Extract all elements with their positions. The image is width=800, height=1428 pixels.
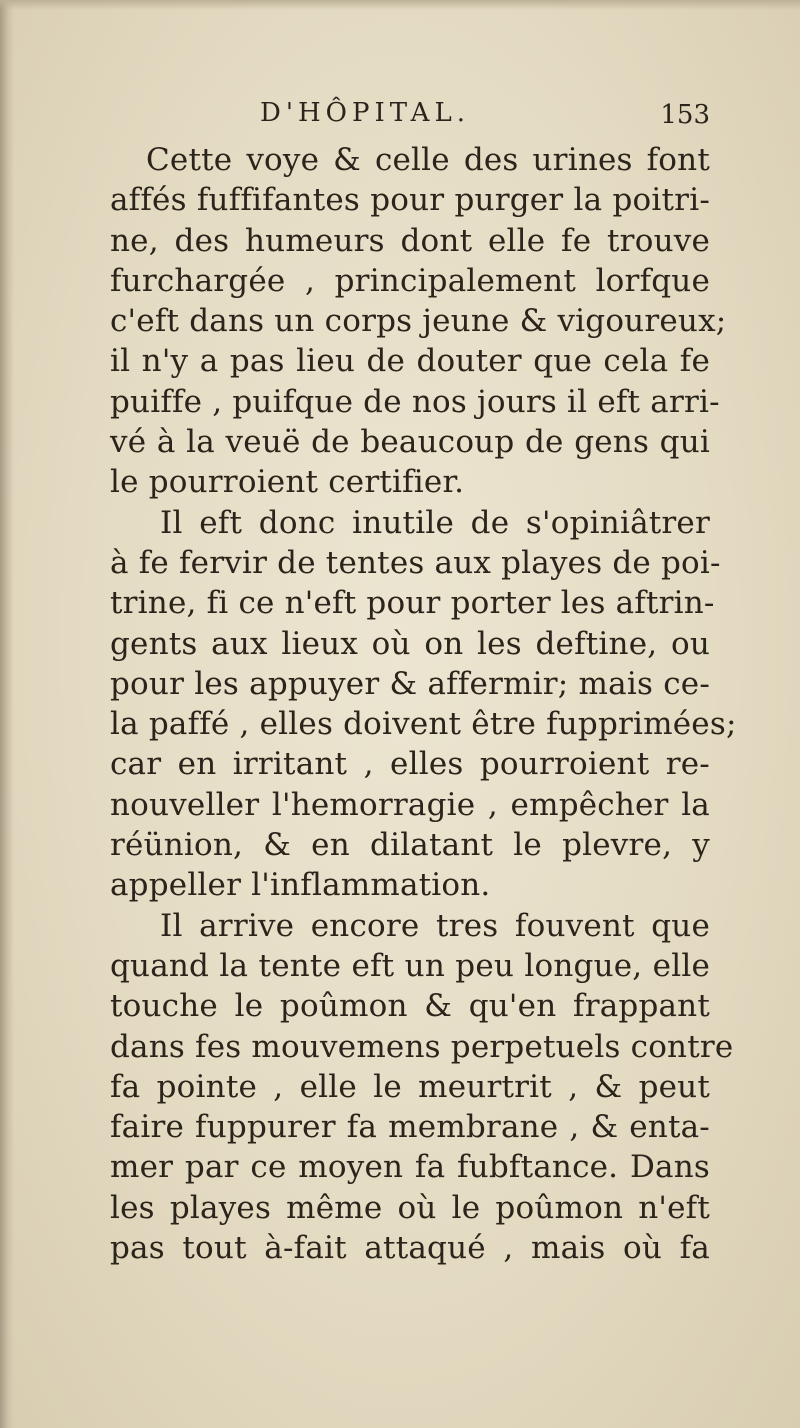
text-line: le pourroient certifier. (110, 464, 465, 501)
text-line: pour les appuyer & affermir; mais ce- (110, 665, 710, 702)
text-line: mer par ce moyen fa fubftance. Dans (110, 1149, 710, 1186)
running-head (110, 98, 710, 138)
text-line: faire fuppurer fa membrane , & enta- (110, 1109, 710, 1146)
text-line: à fe fervir de tentes aux playes de poi- (110, 544, 721, 581)
page-number: 153 (660, 100, 710, 130)
text-line: pas tout à-fait attaqué , mais où fa (110, 1230, 710, 1267)
text-line: réünion, & en dilatant le plevre, y (110, 827, 710, 864)
text-line: Cette voye & celle des urines font (146, 142, 710, 178)
text-line: fa pointe , elle le meurtrit , & peut (110, 1068, 710, 1105)
text-line: affés fuffifantes pour purger la poitri- (110, 182, 710, 219)
text-line: nouveller l'hemorragie , empêcher la (110, 786, 710, 823)
text-line: car en irritant , elles pourroient re- (110, 746, 710, 783)
text-line: gents aux lieux où on les deftine, ou (110, 625, 710, 662)
text-line: touche le poûmon & qu'en frappant (110, 988, 710, 1025)
text-line: la paffé , elles doivent être fupprimées; (110, 706, 737, 743)
text-line: quand la tente eft un peu longue, elle (110, 947, 710, 984)
text-line: furchargée , principalement lorfque (110, 262, 710, 299)
page-edge-shadow (0, 0, 14, 1428)
text-line: les playes même où le poûmon n'eft (110, 1189, 710, 1226)
text-line: il n'y a pas lieu de douter que cela fe (110, 343, 710, 380)
text-line: Il eft donc inutile de s'opiniâtrer (160, 504, 710, 541)
text-line: puiffe , puifque de nos jours il eft arri- (110, 383, 720, 420)
page-top-shadow (0, 0, 800, 10)
text-line: appeller l'inflammation. (110, 867, 491, 904)
running-title: D'HÔPITAL. (260, 98, 470, 128)
text-line: vé à la veuë de beaucoup de gens qui (110, 424, 710, 461)
text-line: dans fes mouvemens perpetuels contre (110, 1028, 734, 1065)
text-line: trine, fi ce n'eft pour porter les aftrin- (110, 585, 715, 622)
body-text (110, 140, 737, 1268)
text-line: c'eft dans un corps jeune & vigoureux; (110, 303, 727, 340)
text-line: ne, des humeurs dont elle fe trouve (110, 222, 710, 259)
text-line: Il arrive encore tres fouvent que (160, 907, 710, 944)
